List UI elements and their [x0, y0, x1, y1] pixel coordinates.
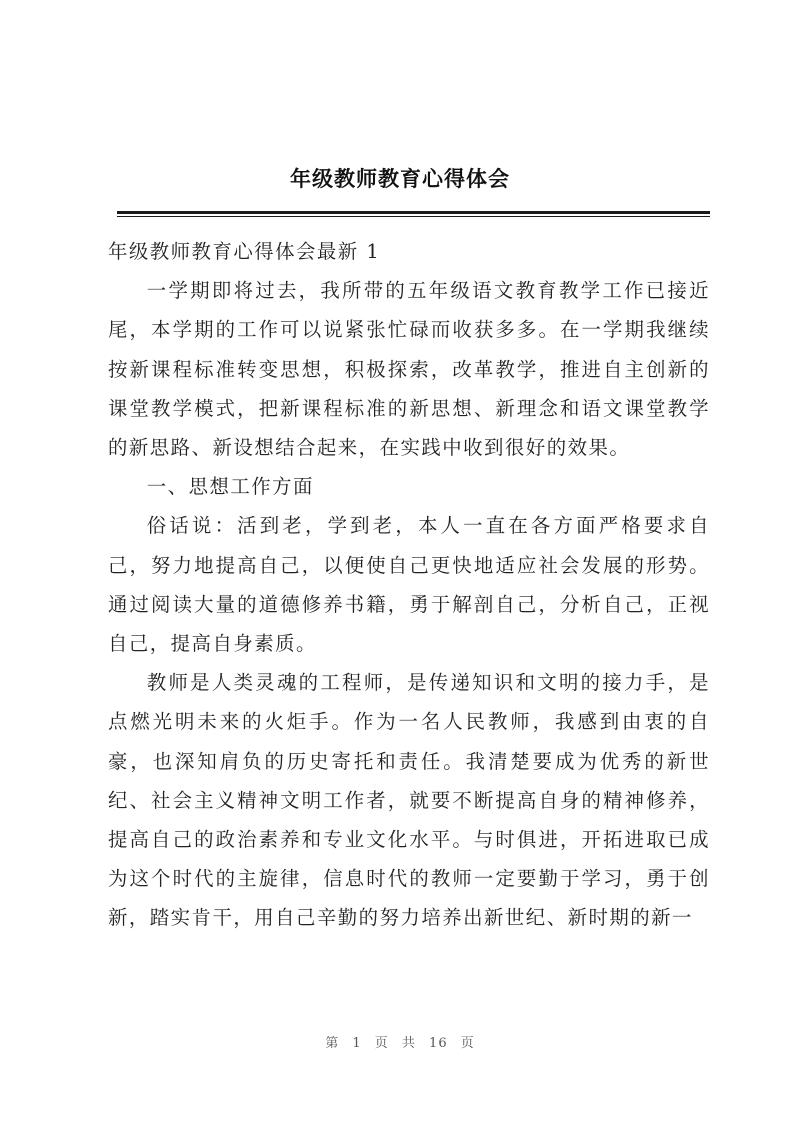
- document-title: 年级教师教育心得体会: [290, 167, 510, 191]
- section-heading-thought-work: 一、思想工作方面: [146, 475, 314, 499]
- page-number-footer: 第 1 页 共 16 页: [325, 1036, 475, 1051]
- title-divider-thin: [117, 216, 710, 217]
- title-divider-thick: [117, 211, 710, 214]
- document-subtitle: 年级教师教育心得体会最新 1: [108, 240, 381, 263]
- document-body: [108, 232, 710, 938]
- paragraph-intro: 一学期即将过去，我所带的五年级语文教育教学工作已接近尾，本学期的工作可以说紧张忙碌而收获多多。在一学期我继续按新课程标准转变思想，积极探索，改革教学，推进自主创新的课堂教学模式，把新课程标准的新思想、新理念和语文课堂教学的新思路、新设想结合起来，在实践中收到很好的效果。: [108, 279, 710, 460]
- paragraph-lifelong-learning: 俗话说：活到老，学到老，本人一直在各方面严格要求自己，努力地提高自己，以便使自己更快地适应社会发展的形势。通过阅读大量的道德修养书籍，勇于解剖自己，分析自己，正视自己，提高自身素质。: [108, 514, 710, 656]
- paragraph-teacher-role: 教师是人类灵魂的工程师，是传递知识和文明的接力手，是点燃光明未来的火炬手。作为一名人民教师，我感到由衷的自豪，也深知肩负的历史寄托和责任。我清楚要成为优秀的新世纪、社会主义精神文明工作者，就要不断提高自身的精神修养，提高自己的政治素养和专业文化水平。与时俱进，开拓进取已成为这个时代的主旋律，信息时代的教师一定要勤于学习，勇于创新，踏实肯干，用自己辛勤的努力培养出新世纪、新时期的新一: [108, 671, 710, 930]
